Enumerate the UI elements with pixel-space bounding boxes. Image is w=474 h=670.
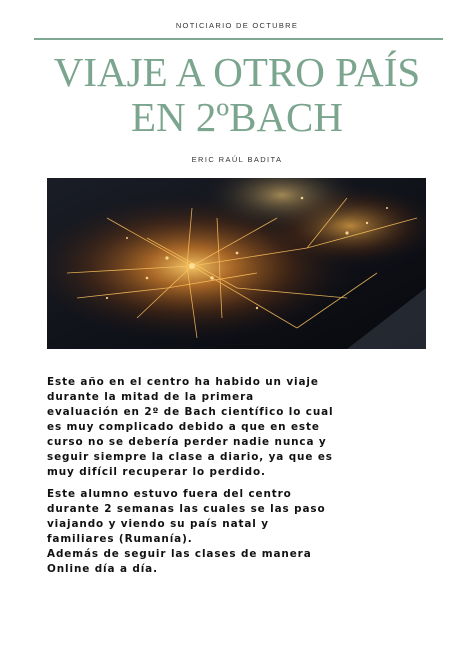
paragraph-1-line: durante la mitad de la primera — [47, 391, 255, 403]
paragraph-1-line: evaluación en 2º de Bach científico lo cual — [47, 406, 334, 418]
paragraph-2-line: viajando y viendo su país natal y — [47, 518, 269, 530]
paragraph-1-line: curso no se debería perder nadie nunca y — [47, 436, 327, 448]
kicker: NOTICIARIO DE OCTUBRE — [175, 21, 299, 30]
paragraph-1-line: Este año en el centro ha habido un viaje — [47, 376, 319, 388]
title-line-2: EN 2ºBACH — [130, 94, 344, 140]
header-rule — [34, 38, 443, 40]
author-byline: ERIC RAÚL BADITA — [191, 155, 283, 164]
paragraph-1-line: muy difícil recuperar lo perdido. — [47, 466, 266, 478]
paragraph-1-line: seguir siempre la clase a diario, ya que es — [47, 451, 333, 463]
paragraph-2-line: Online día a día. — [47, 563, 158, 575]
paragraph-2-line: durante 2 semanas las cuales se las paso — [47, 503, 326, 515]
paragraph-1-line: es muy complicado debido a que en este — [47, 421, 320, 433]
article-paragraph-1 — [47, 375, 367, 480]
article-paragraph-2 — [47, 487, 367, 577]
article-title — [0, 50, 474, 140]
paragraph-2-line: Este alumno estuvo fuera del centro — [47, 488, 292, 500]
paragraph-2-line: Además de seguir las clases de manera — [47, 548, 312, 560]
title-line-1: VIAJE A OTRO PAÍS — [53, 49, 421, 95]
city-night-photo — [47, 178, 426, 349]
paragraph-2-line: familiares (Rumanía). — [47, 533, 193, 545]
